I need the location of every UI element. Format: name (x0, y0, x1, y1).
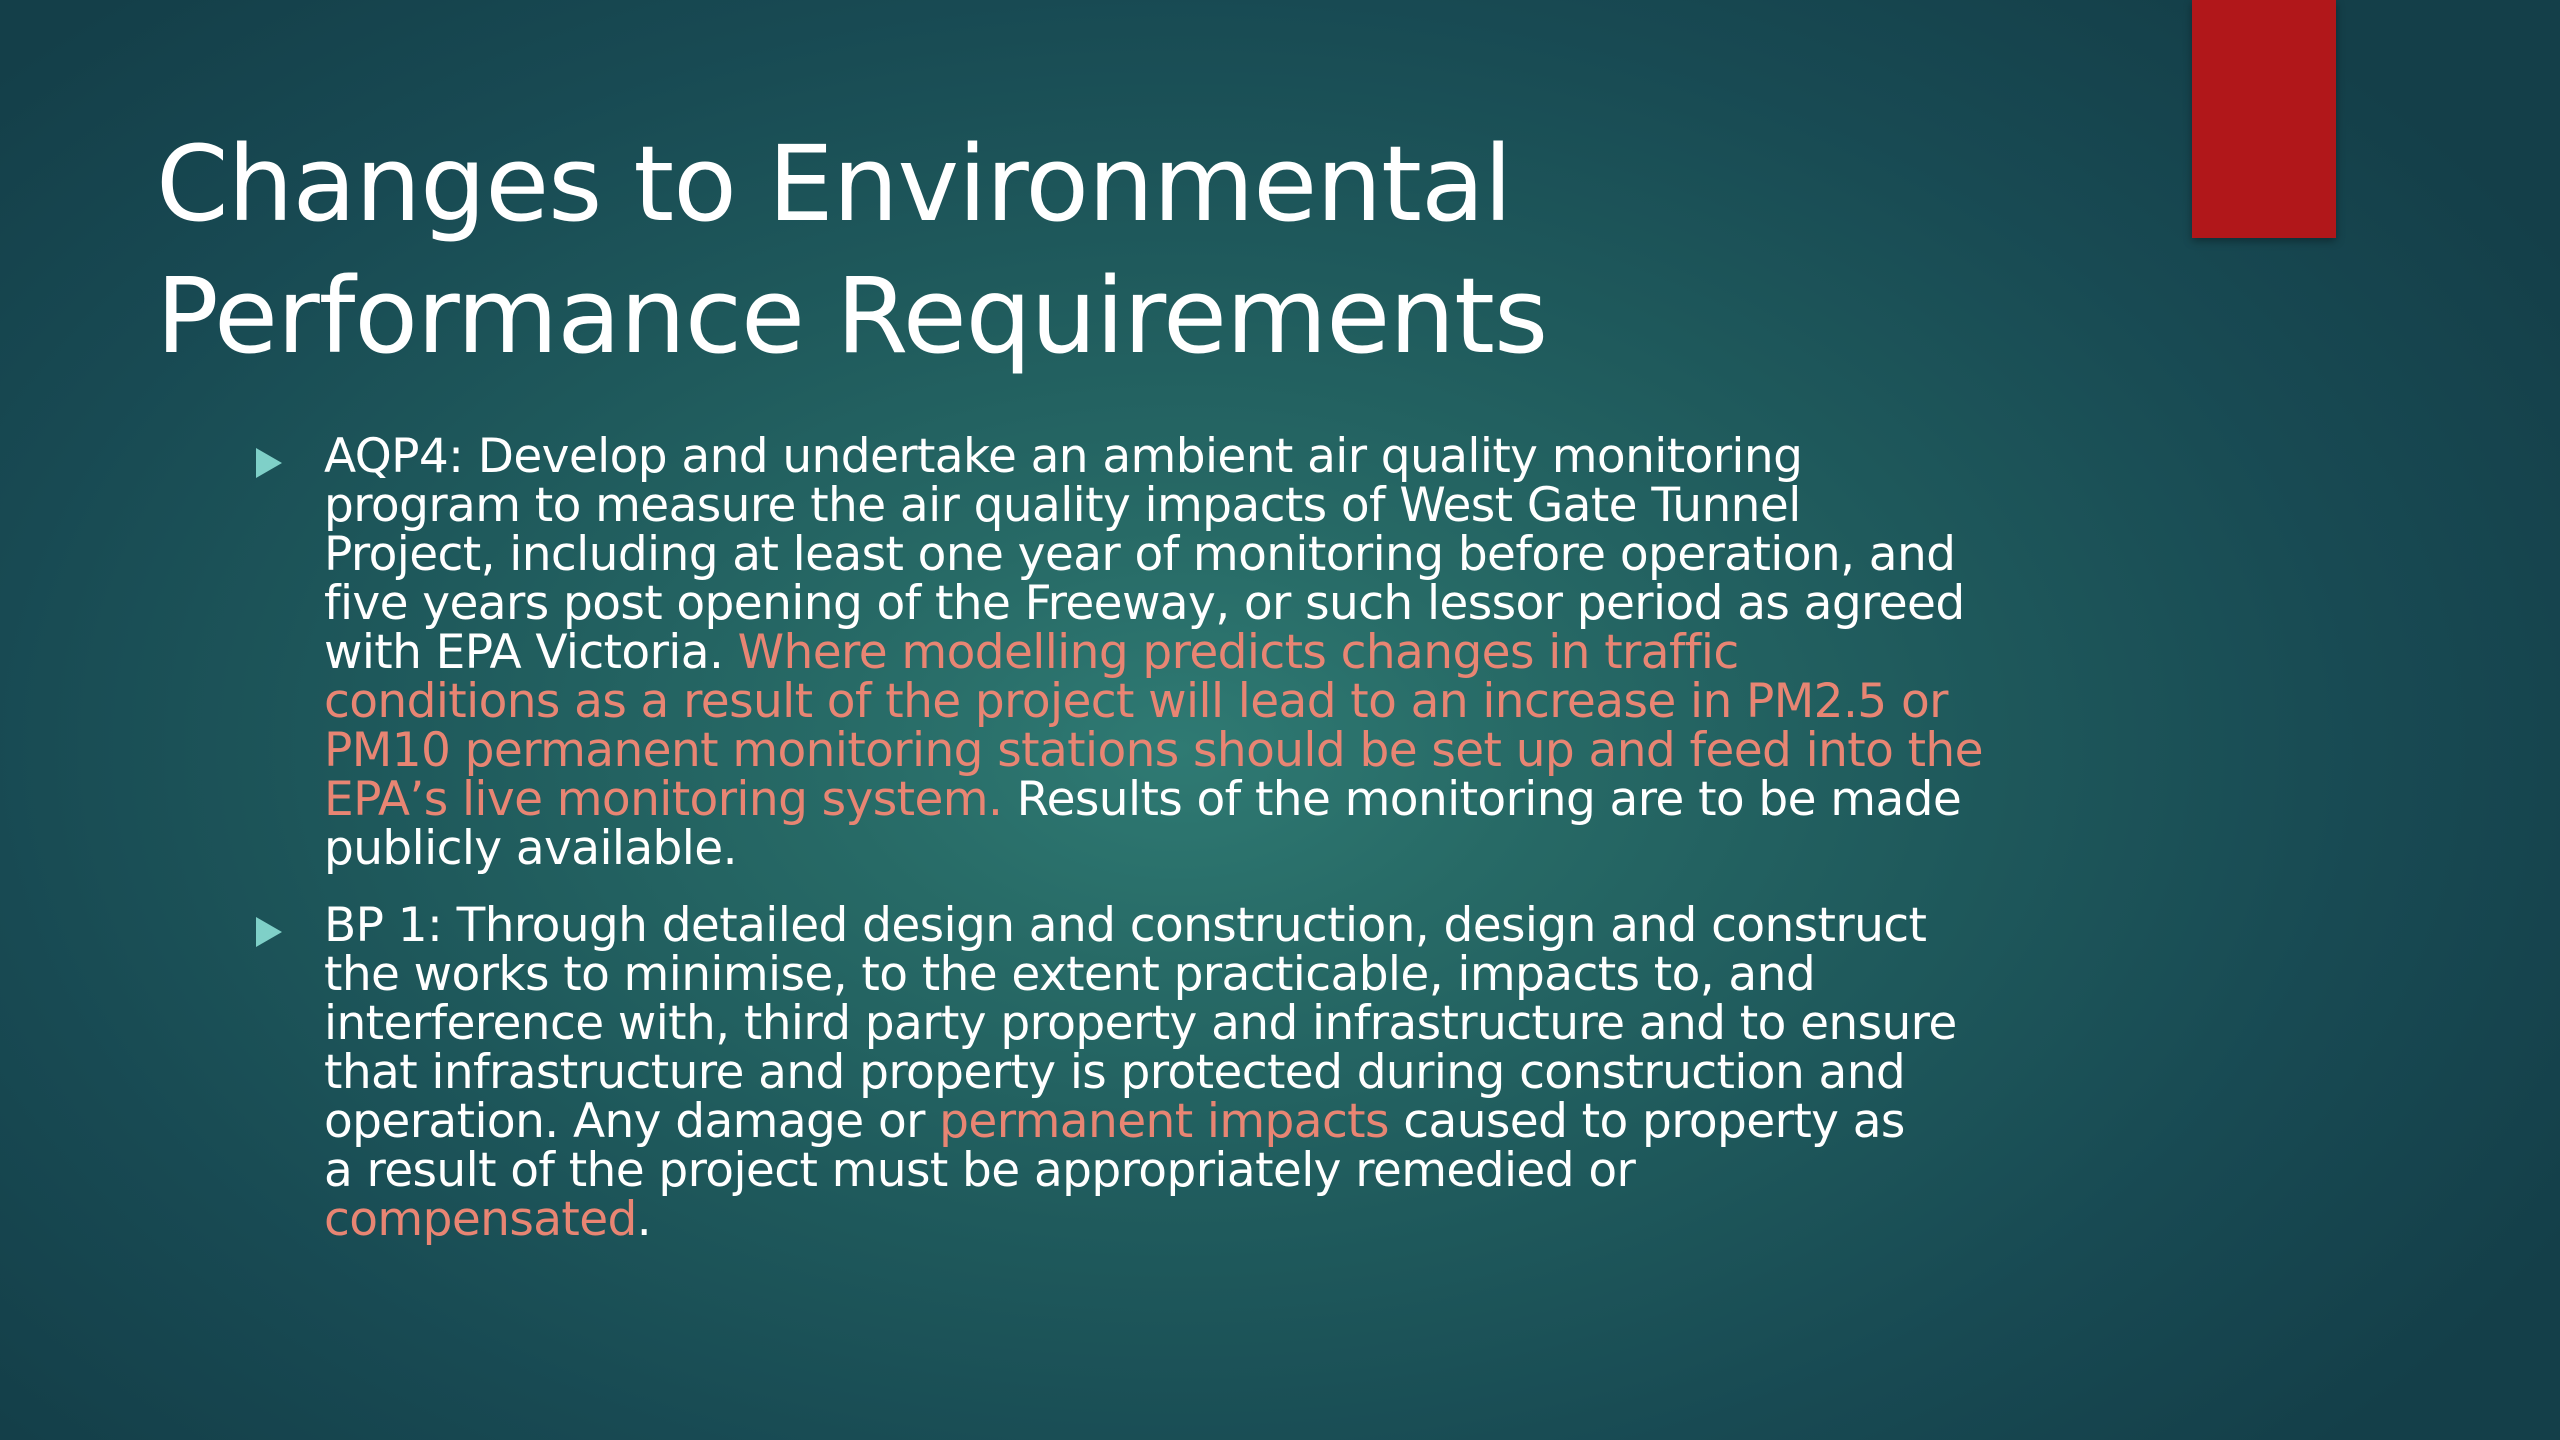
body-text: caused to property as (1388, 1094, 1905, 1149)
body-text: program to measure the air quality impacts of West Gate Tunnel (324, 478, 1801, 533)
body-text: BP 1: Through detailed design and construction, design and construct (324, 898, 1927, 953)
text-line (324, 527, 2154, 582)
triangle-bullet-icon (256, 917, 282, 947)
highlighted-text: conditions as a result of the project will lead to an increase in PM2.5 or (324, 674, 1948, 729)
text-line (324, 1143, 2154, 1198)
text-line (324, 898, 2154, 953)
bullet-item-bp1 (254, 898, 2154, 1247)
accent-bar (2192, 0, 2336, 238)
text-line (324, 821, 2154, 876)
bullet-text (324, 429, 2154, 876)
body-text: operation. Any damage or (324, 1094, 940, 1149)
body-text: Project, including at least one year of monitoring before operation, and (324, 527, 1956, 582)
body-text: publicly available. (324, 821, 737, 876)
highlighted-text: permanent impacts (939, 1094, 1389, 1149)
bullet-text (324, 898, 2154, 1247)
text-line (324, 478, 2154, 533)
body-text: a result of the project must be appropriately remedied or (324, 1143, 1636, 1198)
bullet-item-aqp4 (254, 429, 2154, 876)
body-text: interference with, third party property and infrastructure and to ensure (324, 996, 1957, 1051)
highlighted-text: EPA’s live monitoring system. (324, 772, 1003, 827)
text-line (324, 947, 2154, 1002)
title-line: Changes to Environmental (156, 123, 1512, 245)
text-line (324, 1192, 2154, 1247)
text-line (324, 625, 2154, 680)
body-text: the works to minimise, to the extent practicable, impacts to, and (324, 947, 1816, 1002)
body-text: that infrastructure and property is protected during construction and (324, 1045, 1906, 1100)
body-text: Results of the monitoring are to be made (1002, 772, 1962, 827)
triangle-bullet-icon (256, 448, 282, 478)
body-text: five years post opening of the Freeway, or such lessor period as agreed (324, 576, 1965, 631)
body-text: with EPA Victoria. (324, 625, 738, 680)
body-text: . (636, 1192, 652, 1247)
text-line (324, 576, 2154, 631)
text-line (324, 674, 2154, 729)
text-line (324, 772, 2154, 827)
body-text: AQP4: Develop and undertake an ambient air quality monitoring (324, 429, 1803, 484)
slide-title (156, 118, 2136, 382)
highlighted-text: Where modelling predicts changes in traffic (737, 625, 1739, 680)
text-line (324, 1045, 2154, 1100)
text-line (324, 723, 2154, 778)
highlighted-text: compensated (324, 1192, 637, 1247)
text-line (324, 996, 2154, 1051)
title-line: Performance Requirements (156, 255, 1548, 377)
highlighted-text: PM10 permanent monitoring stations should be set up and feed into the (324, 723, 1983, 778)
bullet-list (254, 429, 2154, 1272)
text-line (324, 1094, 2154, 1149)
text-line (324, 429, 2154, 484)
